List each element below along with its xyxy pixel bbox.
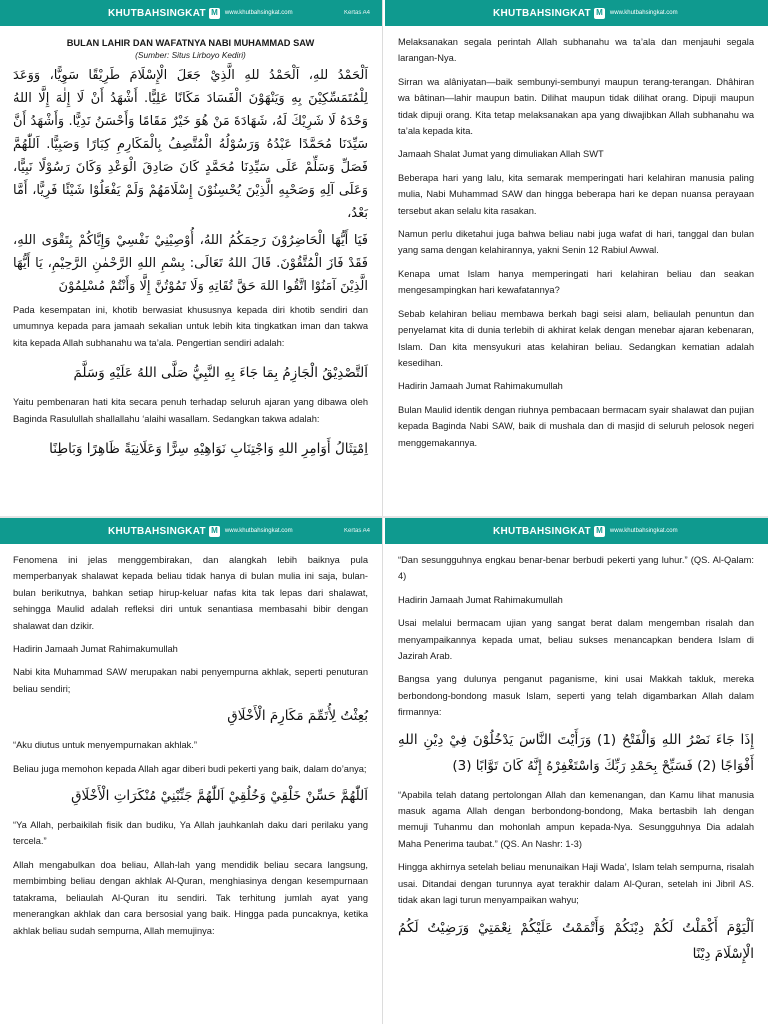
paragraph: Bangsa yang dulunya penganut paganisme, kini usai Makkah takluk, mereka berbondong-bondong masuk Islam, seperti yang telah digambarkan Allah dalam firmannya: (398, 674, 754, 718)
page-header (385, 0, 768, 26)
paragraph: Sirran wa alâniyatan—baik sembunyi-sembunyi maupun terang-terangan. Dhâhiran wa bâtinan—lahir maupun batin. Dilihat maupun tidak dilihat orang. Dipuji maupun tidak dipuji orang. Kita tetap melaksanakan apa yang diwajibkan Allah subhanahu wa ta’ala kepada kita. (398, 76, 754, 137)
paragraph: Melaksanakan segala perintah Allah subhanahu wa ta’ala dan menjauhi segala larangan-Nya. (398, 37, 754, 64)
arabic-prayer: اَللّٰهُمَّ حَسِّنْ خَلْقِيْ وَخُلُقِيْ اَللّٰهُمَّ جَنِّبْنِيْ مُنْكَرَاتِ الْأَخْلَاقِ (71, 788, 368, 805)
brand (108, 8, 293, 19)
arabic-takwa-definition: اِمْتِثَالُ أَوَامِرِ اللهِ وَاجْتِنَابِ نَوَاهِيْهِ سِرًّا وَعَلَانِيَةً ظَاهِرًا وَبَاطِنًا (49, 441, 368, 458)
brand-name: KHUTBAHSINGKAT (108, 7, 206, 19)
section-heading: Hadirin Jamaah Jumat Rahimakumullah (398, 594, 563, 605)
document-page-4 (385, 518, 768, 1024)
paragraph: Allah mengabulkan doa beliau, Allah-lah yang mendidik beliau secara langsung, membimbing beliau dengan akhlak Al-Quran, menghiasinya dengan kesempurnaan tatakrama, beliaulah Al-Quran itu sendiri. Tak terhitung jumlah ayat yang menerangkan akhlak dan cara bersosial yang baik. Hingga pada puncaknya, ketika akhlak beliau sudah sempurna, Allah memujinya: (13, 859, 368, 936)
arabic-opening: اَلْحَمْدُ للهِ، اَلْحَمْدُ للهِ الَّذِيْ جَعَلَ الْإِسْلَامَ طَرِيْقًا سَوِيًّا، وَوَعَدَ لِلْمُتَمَسِّكِيْنَ بِهِ وَيَنْهَوْنَ الْفَسَادَ مَكَانًا عَلِيًّا. أَشْهَدُ أَنْ لَا إِلٰهَ إِلَّا اللهُ وَحْدَهُ لَا شَرِيْكَ لَهُ، شَهَادَةَ مَنْ هُوَ خَيْرٌ مَقَامًا وَأَحْسَنُ نَدِيًّا. وَأَشْهَدُ أَنَّ سَيِّدَنَا مُحَمَّدًا عَبْدُهُ وَرَسُوْلُهُ الْمُتَّصِفُ بِالْمَكَارِمِ كِبَارًا وَصَبِيًّا. اَللّٰهُمَّ فَصَلِّ وَسَلِّمْ عَلَى سَيِّدِنَا مُحَمَّدٍ كَانَ صَادِقَ الْوَعْدِ وَكَانَ رَسُوْلًا نَبِيًّا، وَعَلَى آلِهِ وَصَحْبِهِ الَّذِيْنَ يُحْسِنُوْنَ إِسْلَامَهُمْ وَلَمْ يَفْعَلُوْا شَيْئًا فَرِيًّا، أَمَّا بَعْدُ، (13, 68, 368, 221)
translation: “Aku diutus untuk menyempurnakan akhlak.” (13, 740, 197, 751)
paragraph: Bulan Maulid identik dengan riuhnya pembacaan bermacam syair shalawat dan pujian kepada Baginda Nabi SAW, baik di mushala dan di masjid di seluruh pelosok negeri menggemakannya. (398, 404, 754, 448)
document-page-3 (0, 518, 383, 1024)
document-page-1 (0, 0, 383, 516)
page-content (0, 26, 382, 464)
arabic-surah-an-nashr: إِذَا جَاءَ نَصْرُ اللهِ وَالْفَتْحُ (1) وَرَأَيْتَ النَّاسَ يَدْخُلُوْنَ فِيْ دِيْنِ اللهِ أَفْوَاجًا (2) فَسَبِّحْ بِحَمْدِ رَبِّكَ وَاسْتَغْفِرْهُ إِنَّهُ كَانَ تَوَّابًا (3) (398, 731, 755, 774)
translation: “Dan sesungguhnya engkau benar-benar berbudi pekerti yang luhur.” (QS. Al-Qalam: 4) (398, 555, 754, 582)
page-header (0, 0, 382, 26)
paragraph: Nabi kita Muhammad SAW merupakan nabi penyempurna akhlak, seperti penuturan beliau sendiri; (13, 667, 368, 694)
paragraph: Pada kesempatan ini, khotib berwasiat khususnya kepada diri khotib sendiri dan umumnya kepada para jamaah sekalian untuk lebih kita tingkatkan iman dan takwa kita kepada Allah subhanahu wa ta’ala. Pengertian sendiri adalah: (13, 305, 368, 348)
page-content (385, 544, 768, 967)
paragraph: Yaitu pembenaran hati kita secara penuh terhadap seluruh ajaran yang dibawa oleh Baginda Rasulullah shallallahu ‘alaihi wasallam. Sedangkan takwa adalah: (13, 397, 368, 424)
brand (108, 526, 293, 537)
brand-url: www.khutbahsingkat.com (224, 10, 293, 16)
brand-name: KHUTBAHSINGKAT (108, 525, 206, 537)
paragraph: Beliau juga memohon kepada Allah agar diberi budi pekerti yang baik, dalam do’anya; (13, 763, 367, 774)
paragraph: Namun perlu diketahui juga bahwa beliau nabi juga wafat di hari, tanggal dan bulan yang sama dengan kelahirannya, yakni Senin 12 Rabiul Awwal. (398, 229, 754, 256)
arabic-al-maidah-3: اَلْيَوْمَ أَكْمَلْتُ لَكُمْ دِيْنَكُمْ وَأَتْمَمْتُ عَلَيْكُمْ نِعْمَتِيْ وَرَضِيْتُ لَكُمُ الْإِسْلَامَ دِيْنًا (398, 919, 754, 962)
paragraph: Sebab kelahiran beliau membawa berkah bagi seisi alam, beliaulah penuntun dan penyelamat kita di dunia terlebih di akhirat kelak dengan menebar ajaran kebenaran, Islam. Dan kita mensyukuri atas kelahiran beliau. Sedangkan kematian adalah kesedihan. (398, 308, 754, 368)
brand-url: www.khutbahsingkat.com (609, 10, 678, 16)
brand (493, 8, 678, 19)
article-source: (Sumber: Situs Lirboyo Kediri) (135, 50, 246, 60)
logo-icon: M (594, 8, 605, 19)
paragraph: Usai melalui bermacam ujian yang sangat berat dalam mengemban risalah dan menyampaikannya kepada umat, beliau sukses menancapkan bendera Islam di Jazirah Arab. (398, 618, 754, 662)
translation: “Apabila telah datang pertolongan Allah dan kemenangan, dan Kamu lihat manusia masuk agama Allah dengan berbondong-bondong, Maka bertasbih lah dengan memuji Tuhanmu dan mohonlah ampun kepada-Nya. Sesungguhnya Dia adalah Maha Penerima taubat.” (QS. An Nashr: 1-3) (398, 789, 754, 849)
brand-name: KHUTBAHSINGKAT (493, 525, 591, 537)
page-header (385, 518, 768, 544)
paper-size-label: Kertas A4 (343, 10, 370, 16)
paper-size-label: Kertas A4 (343, 528, 370, 534)
logo-icon: M (209, 526, 220, 537)
brand (493, 526, 678, 537)
brand-url: www.khutbahsingkat.com (609, 528, 678, 534)
section-heading: Jamaah Shalat Jumat yang dimuliakan Allah SWT (398, 149, 604, 160)
arabic-hadith: بُعِثْتُ لِأُتَمِّمَ مَكَارِمَ الْأَخْلَاقِ (227, 708, 368, 725)
paragraph: Hingga akhirnya setelah beliau menunaikan Haji Wada’, Islam telah sempurna, risalah usai. Ditandai dengan turunnya ayat terakhir dalam Al-Quran, setelah ini Jibril AS. tidak akan lagi turun menyampaikan wahyu; (398, 862, 754, 906)
translation: “Ya Allah, perbaikilah fisik dan budiku, Ya Allah jauhkanlah daku dari perilaku yang tercela.” (13, 820, 368, 847)
arabic-wasiat: فَيَا أَيُّهَا الْحَاضِرُوْنَ رَحِمَكُمُ اللهُ، أُوْصِيْنِيْ نَفْسِيْ وَإِيَّاكُمْ بِتَقْوَى اللهِ، فَقَدْ فَازَ الْمُتَّقُوْنَ. قَالَ اللهُ تَعَالَى: بِسْمِ اللهِ الرَّحْمٰنِ الرَّحِيْمِ، يَا أَيُّهَا الَّذِيْنَ آمَنُوْا اتَّقُوا اللهَ حَقَّ تُقَاتِهِ وَلَا تَمُوْتُنَّ إِلَّا وَأَنْتُمْ مُسْلِمُوْنَ (13, 233, 368, 294)
section-heading: Hadirin Jamaah Jumat Rahimakumullah (398, 381, 563, 392)
paragraph: Beberapa hari yang lalu, kita semarak memperingati hari kelahiran manusia paling mulia, Nabi Muhammad SAW dan hingga beberapa hari ke depan nuansa perayaan tersebut akan selalu kita rasakan. (398, 172, 754, 216)
section-heading: Hadirin Jamaah Jumat Rahimakumullah (13, 644, 178, 655)
article-title: BULAN LAHIR DAN WAFATNYA NABI MUHAMMAD SAW (66, 38, 315, 48)
logo-icon: M (209, 8, 220, 19)
arabic-iman-definition: اَلتَّصْدِيْقُ الْجَازِمُ بِمَا جَاءَ بِهِ النَّبِيُّ صَلَّى اللهُ عَلَيْهِ وَسَلَّمَ (73, 365, 368, 382)
page-content (0, 544, 382, 939)
brand-name: KHUTBAHSINGKAT (493, 7, 591, 19)
document-page-2 (385, 0, 768, 516)
page-header (0, 518, 382, 544)
brand-url: www.khutbahsingkat.com (224, 528, 293, 534)
paragraph: Kenapa umat Islam hanya memperingati hari kelahiran beliau dan seakan mengesampingkan hari kewafatannya? (398, 268, 754, 296)
page-content (385, 26, 768, 451)
logo-icon: M (594, 526, 605, 537)
paragraph: Fenomena ini jelas menggembirakan, dan alangkah lebih baiknya pula memperbanyak shalawat kepada beliau tidak hanya di bulan mulia ini saja, bulan-bulan berikutnya, bahkan setiap hirup-keluar nafas kita tak lepas dari shalawat, sehingga Maulid adalah refleksi diri untuk senantiasa membasahi bibir dengan shalawat dan dzikir. (13, 555, 368, 631)
